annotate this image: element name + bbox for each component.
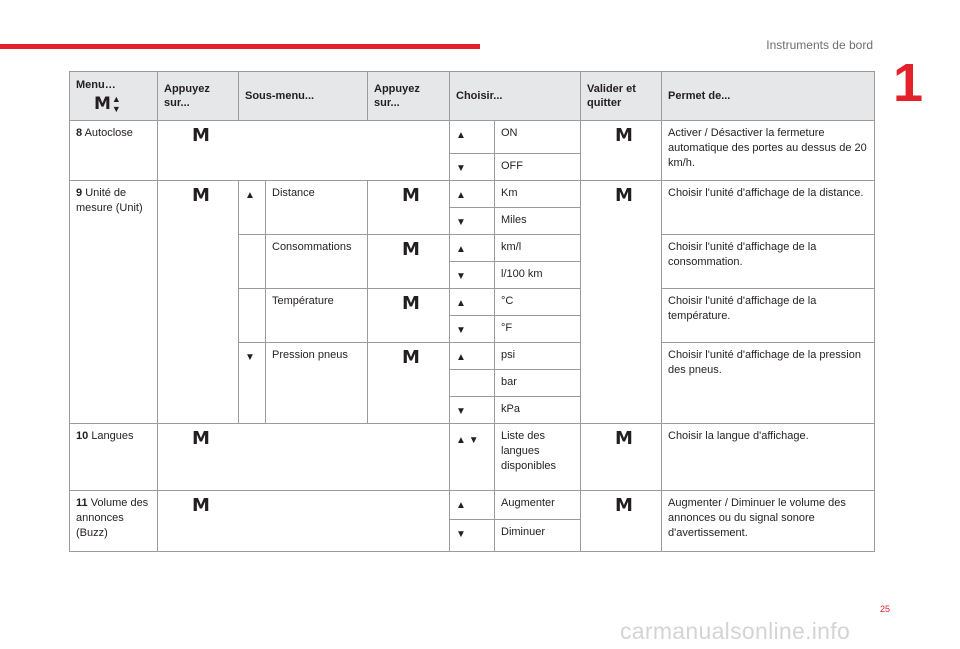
option-cell: Miles xyxy=(495,208,581,235)
menu-m-icon: M xyxy=(615,185,633,206)
header-red-bar xyxy=(0,44,480,49)
down-arrow-icon: ▼ xyxy=(456,217,466,228)
down-arrow-icon: ▼ xyxy=(456,529,466,540)
menu-arrows-icon: M ▲ ▼ xyxy=(94,94,121,114)
col-submenu: Sous-menu... xyxy=(239,72,368,121)
up-arrow-icon: ▲ xyxy=(456,500,466,511)
option-cell: Liste des langues disponibles xyxy=(495,424,581,491)
option-cell: l/100 km xyxy=(495,262,581,289)
description-cell: Choisir l'unité d'affichage de la distance. xyxy=(662,181,875,235)
submenu-cell: Pression pneus xyxy=(266,343,368,424)
up-arrow-icon: ▲ xyxy=(456,298,466,309)
table-row xyxy=(70,121,875,154)
menu-cell: 11 Volume des annonces (Buzz) xyxy=(70,491,158,552)
description-cell: Augmenter / Diminuer le volume des annonces ou du signal sonore d'avertissement. xyxy=(662,491,875,552)
option-cell: Diminuer xyxy=(495,520,581,552)
table-row xyxy=(70,181,875,208)
watermark: carmanualsonline.info xyxy=(620,618,851,644)
description-cell: Choisir l'unité d'affichage de la consommation. xyxy=(662,235,875,289)
submenu-cell: Température xyxy=(266,289,368,343)
section-title: Instruments de bord xyxy=(766,38,873,52)
col-allows: Permet de... xyxy=(662,72,875,121)
table-header xyxy=(70,72,875,121)
col-menu: Menu… M ▲ ▼ xyxy=(70,72,158,121)
description-cell: Activer / Désactiver la fermeture automatique des portes au dessus de 20 km/h. xyxy=(662,121,875,181)
menu-m-icon: M xyxy=(192,185,210,206)
menu-m-icon: M xyxy=(402,347,420,368)
option-cell: Augmenter xyxy=(495,491,581,520)
description-cell: Choisir l'unité d'affichage de la température. xyxy=(662,289,875,343)
menu-m-icon: M xyxy=(402,293,420,314)
option-cell: °C xyxy=(495,289,581,316)
menu-cell: 10 Langues xyxy=(70,424,158,491)
option-cell: ON xyxy=(495,121,581,154)
option-cell: kPa xyxy=(495,397,581,424)
up-down-arrows-icon: ▲ ▼ xyxy=(456,435,479,446)
chapter-number: 1 xyxy=(893,53,924,113)
option-cell: OFF xyxy=(495,154,581,181)
menu-m-icon: M xyxy=(402,185,420,206)
menu-m-icon: M xyxy=(615,495,633,516)
down-arrow-icon: ▼ xyxy=(456,325,466,336)
up-arrow-icon: ▲ xyxy=(456,352,466,363)
up-arrow-icon: ▲ xyxy=(245,190,255,201)
menu-cell: 8 Autoclose xyxy=(70,121,158,181)
up-arrow-icon: ▲ xyxy=(456,190,466,201)
option-cell: psi xyxy=(495,343,581,370)
up-arrow-icon: ▲ xyxy=(456,130,466,141)
description-cell: Choisir la langue d'affichage. xyxy=(662,424,875,491)
page-number: 25 xyxy=(880,604,891,614)
option-cell: bar xyxy=(495,370,581,397)
submenu-cell: Consommations xyxy=(266,235,368,289)
table-row xyxy=(70,424,875,491)
col-press-2: Appuyez sur... xyxy=(368,72,450,121)
submenu-cell: Distance xyxy=(266,181,368,235)
down-arrow-icon: ▼ xyxy=(456,163,466,174)
menu-m-icon: M xyxy=(192,428,210,449)
menu-m-icon: M xyxy=(192,495,210,516)
menu-m-icon: M xyxy=(615,125,633,146)
up-arrow-icon: ▲ xyxy=(456,244,466,255)
menu-m-icon: M xyxy=(402,239,420,260)
option-cell: Km xyxy=(495,181,581,208)
col-validate: Valider et quitter xyxy=(581,72,662,121)
col-press-1: Appuyez sur... xyxy=(158,72,239,121)
col-choose: Choisir... xyxy=(450,72,581,121)
settings-table xyxy=(69,71,875,552)
down-arrow-icon: ▼ xyxy=(456,406,466,417)
menu-m-icon: M xyxy=(615,428,633,449)
menu-cell: 9 Unité de mesure (Unit) xyxy=(70,181,158,424)
option-cell: °F xyxy=(495,316,581,343)
table-row xyxy=(70,491,875,520)
menu-m-icon: M xyxy=(192,125,210,146)
down-arrow-icon: ▼ xyxy=(245,352,255,363)
option-cell: km/l xyxy=(495,235,581,262)
description-cell: Choisir l'unité d'affichage de la pression des pneus. xyxy=(662,343,875,424)
down-arrow-icon: ▼ xyxy=(456,271,466,282)
